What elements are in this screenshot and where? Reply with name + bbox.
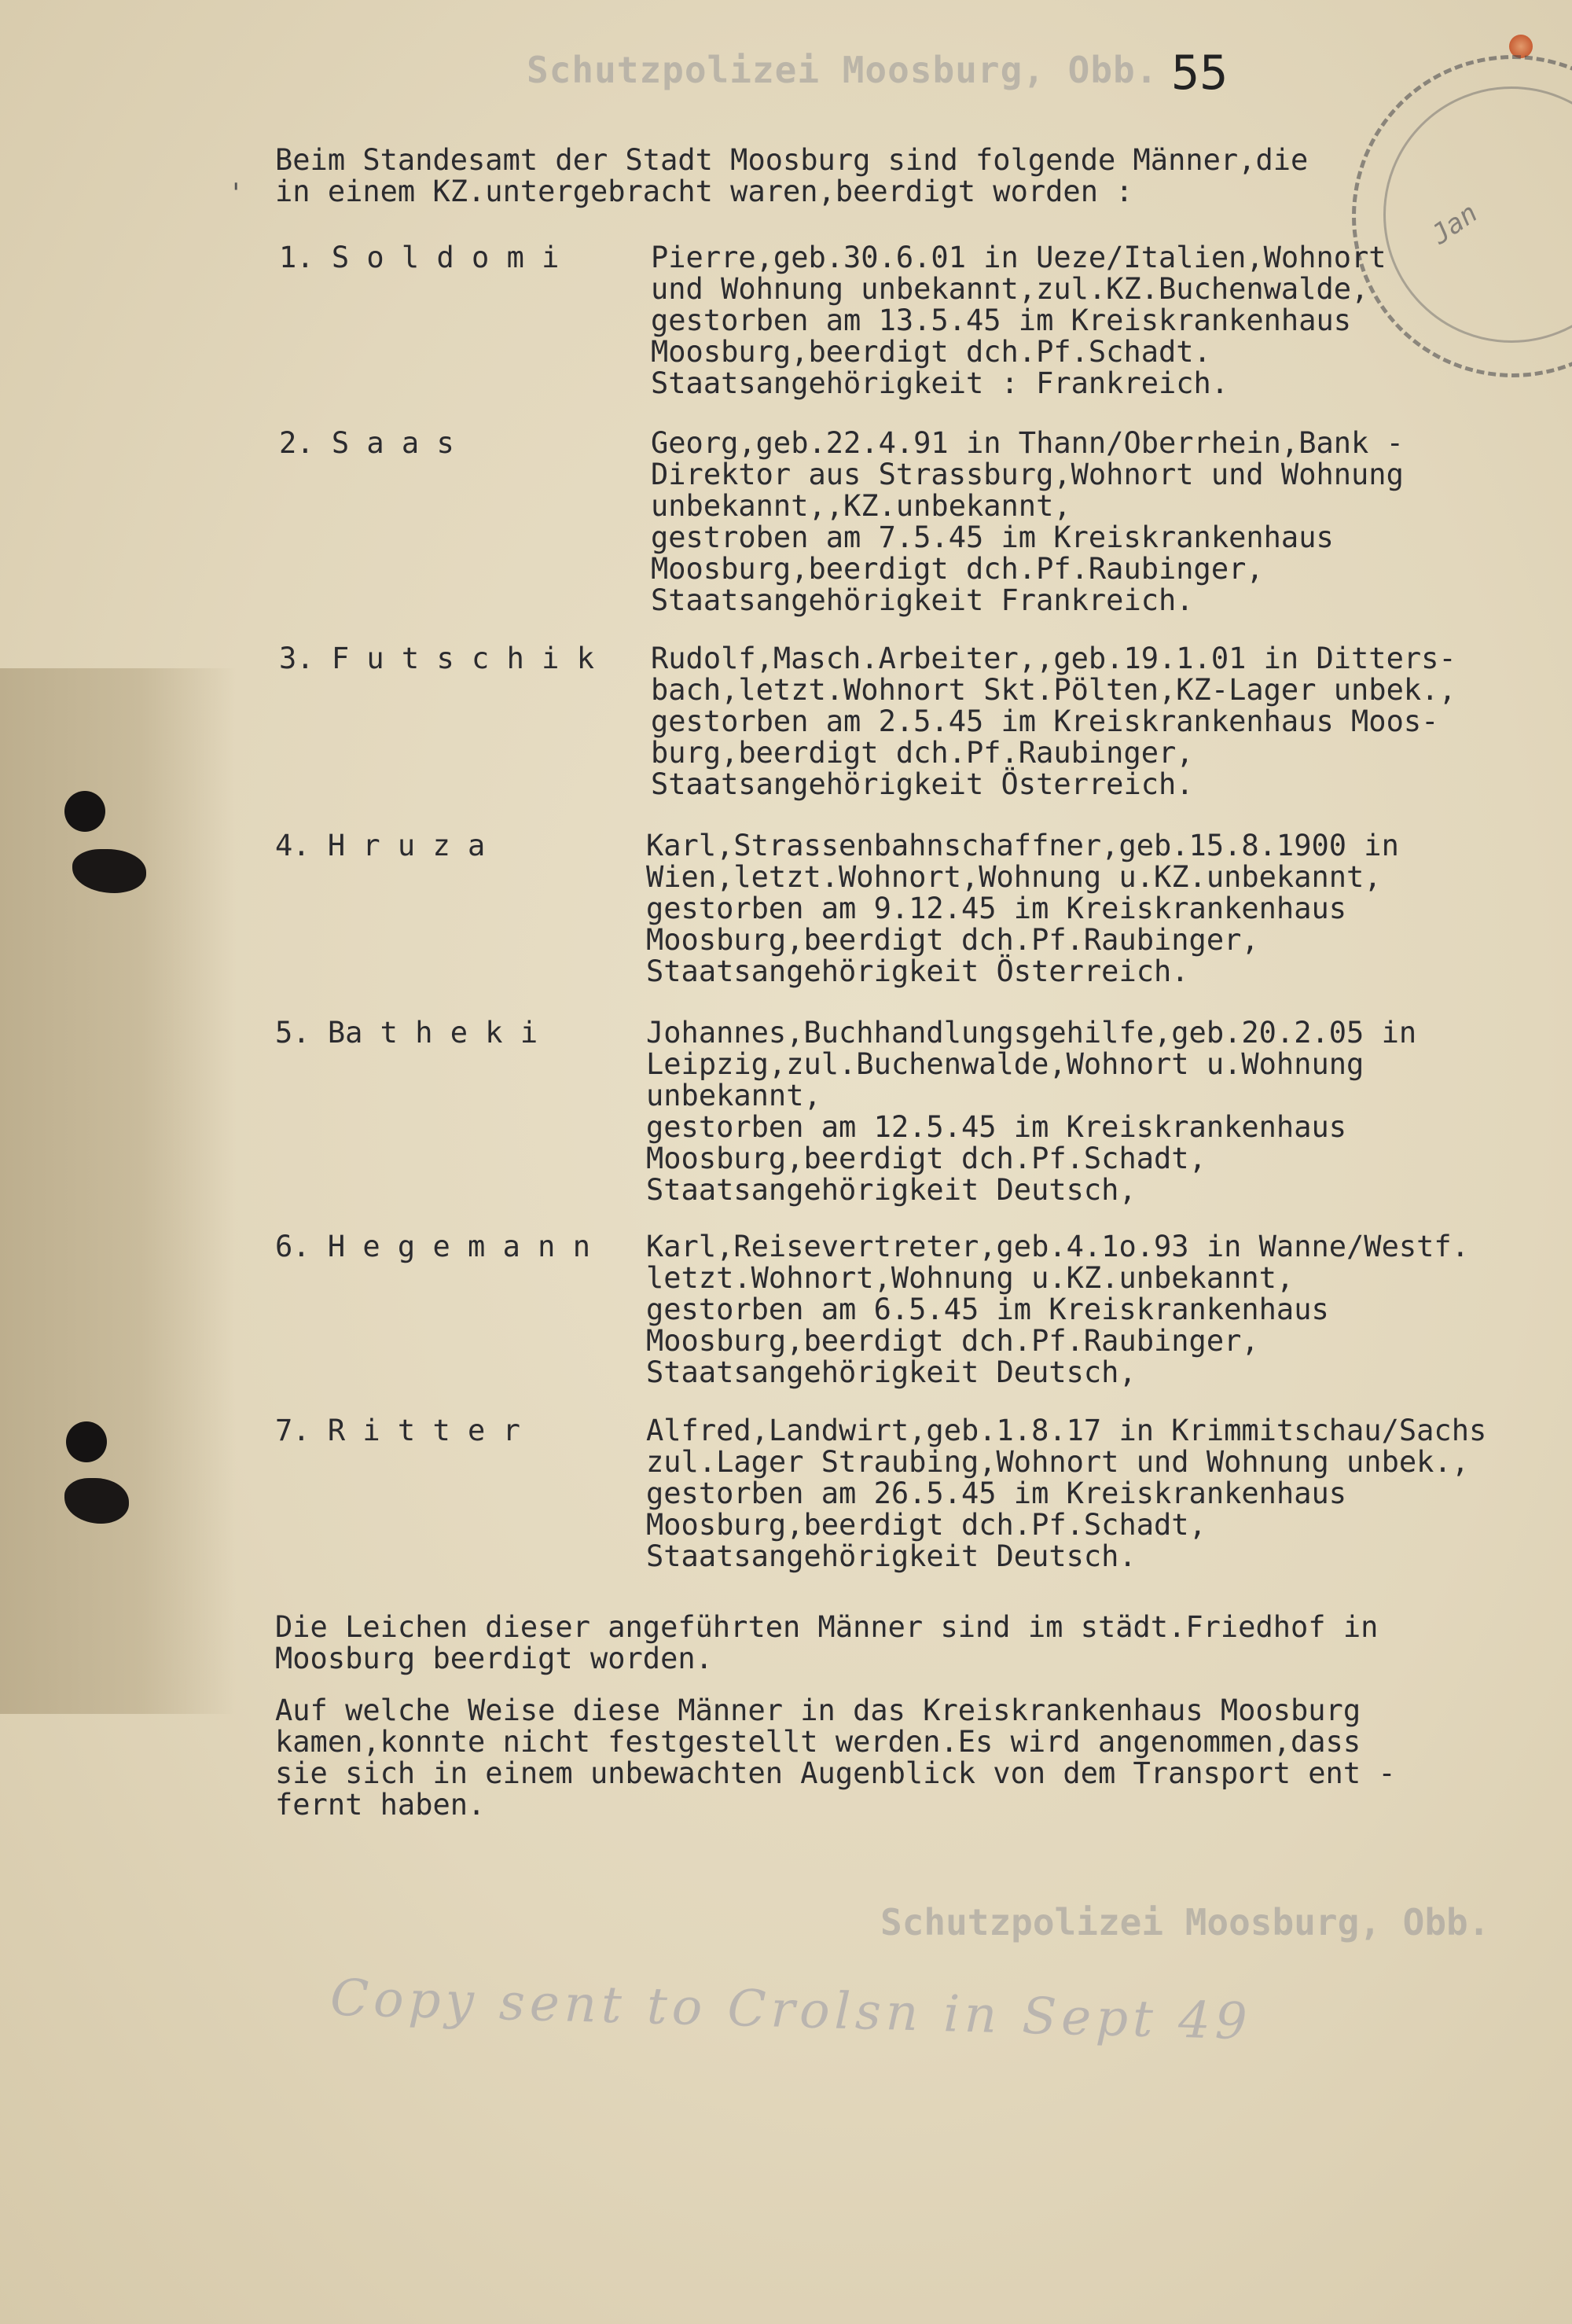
entry-line: unbekannt,,KZ.unbekannt, xyxy=(651,489,1071,523)
entry-name: 1. S o l d o m i xyxy=(279,241,560,274)
closing-line: Die Leichen dieser angeführten Männer sind im städt.Friedhof in xyxy=(275,1610,1379,1644)
entry-line: gestorben am 2.5.45 im Kreiskrankenhaus Moos- xyxy=(651,704,1439,738)
margin-tick: ' xyxy=(228,178,244,209)
punch-hole-top xyxy=(64,791,105,832)
closing-line: sie sich in einem unbewachten Augenblick von dem Transport ent - xyxy=(275,1756,1396,1790)
entry-line: gestorben am 6.5.45 im Kreiskrankenhaus xyxy=(646,1293,1329,1326)
entry-line: unbekannt, xyxy=(646,1079,821,1112)
intro-line: Beim Standesamt der Stadt Moosburg sind folgende Männer,die xyxy=(275,143,1309,177)
closing-line: Moosburg beerdigt worden. xyxy=(275,1642,713,1675)
entry-line: gestorben am 12.5.45 im Kreiskrankenhaus xyxy=(646,1110,1347,1144)
entry-line: Alfred,Landwirt,geb.1.8.17 in Krimmitschau/Sachs xyxy=(646,1414,1487,1447)
entry-name: 6. H e g e m a n n xyxy=(275,1230,590,1263)
entry-line: Staatsangehörigkeit Deutsch, xyxy=(646,1173,1137,1207)
entry-line: gestorben am 13.5.45 im Kreiskrankenhaus xyxy=(651,303,1352,337)
entry-line: Rudolf,Masch.Arbeiter,,geb.19.1.01 in Ditters- xyxy=(651,642,1456,675)
entry-line: Staatsangehörigkeit : Frankreich. xyxy=(651,366,1229,400)
entry-line: Staatsangehörigkeit Frankreich. xyxy=(651,583,1194,617)
punch-hole-bottom xyxy=(66,1421,107,1462)
page-number: 55 xyxy=(1171,46,1229,101)
entry-line: gestroben am 7.5.45 im Kreiskrankenhaus xyxy=(651,520,1334,554)
handwritten-note: Copy sent to Crolsn in Sept 49 xyxy=(329,1969,1253,2052)
entry-line: letzt.Wohnort,Wohnung u.KZ.unbekannt, xyxy=(646,1261,1295,1295)
entry-name: 7. R i t t e r xyxy=(275,1414,520,1447)
closing-line: fernt haben. xyxy=(275,1788,486,1822)
entry-name: 2. S a a s xyxy=(279,426,454,460)
seal-fragment-text: Jan xyxy=(1426,197,1484,251)
entry-line: Leipzig,zul.Buchenwalde,Wohnort u.Wohnung xyxy=(646,1047,1364,1081)
entry-name: 3. F u t s c h i k xyxy=(279,642,594,675)
entry-line: Moosburg,beerdigt dch.Pf.Schadt. xyxy=(651,335,1211,369)
entry-line: zul.Lager Straubing,Wohnort und Wohnung unbek., xyxy=(646,1445,1469,1479)
intro-line: in einem KZ.untergebracht waren,beerdigt worden : xyxy=(275,175,1133,208)
entry-line: gestorben am 26.5.45 im Kreiskrankenhaus xyxy=(646,1476,1347,1510)
entry-line: Moosburg,beerdigt dch.Pf.Raubinger, xyxy=(651,552,1264,586)
entry-name: 5. Ba t h e k i xyxy=(275,1016,538,1050)
entry-line: Karl,Strassenbahnschaffner,geb.15.8.1900 in xyxy=(646,829,1399,862)
entry-line: Staatsangehörigkeit Österreich. xyxy=(646,954,1189,988)
closing-line: kamen,konnte nicht festgestellt werden.Es wird angenommen,dass xyxy=(275,1725,1361,1759)
entry-line: Staatsangehörigkeit Deutsch, xyxy=(646,1355,1137,1389)
paper-stain xyxy=(0,668,236,1714)
closing-line: Auf welche Weise diese Männer in das Kreiskrankenhaus Moosburg xyxy=(275,1693,1361,1727)
police-stamp-footer: Schutzpolizei Moosburg, Obb. xyxy=(880,1901,1490,1943)
entry-line: und Wohnung unbekannt,zul.KZ.Buchenwalde, xyxy=(651,272,1369,306)
entry-name: 4. H r u z a xyxy=(275,829,486,862)
entry-line: burg,beerdigt dch.Pf.Raubinger, xyxy=(651,736,1194,770)
entry-line: Moosburg,beerdigt dch.Pf.Schadt, xyxy=(646,1142,1207,1175)
entry-line: Moosburg,beerdigt dch.Pf.Raubinger, xyxy=(646,1324,1259,1358)
entry-line: Moosburg,beerdigt dch.Pf.Schadt, xyxy=(646,1508,1207,1542)
entry-line: bach,letzt.Wohnort Skt.Pölten,KZ-Lager unbek., xyxy=(651,673,1456,707)
entry-line: Georg,geb.22.4.91 in Thann/Oberrhein,Bank - xyxy=(651,426,1404,460)
entry-line: Wien,letzt.Wohnort,Wohnung u.KZ.unbekannt, xyxy=(646,860,1382,894)
entry-line: Johannes,Buchhandlungsgehilfe,geb.20.2.05 in xyxy=(646,1016,1417,1050)
entry-line: Staatsangehörigkeit Deutsch. xyxy=(646,1539,1137,1573)
entry-line: gestorben am 9.12.45 im Kreiskrankenhaus xyxy=(646,892,1347,925)
police-stamp-header: Schutzpolizei Moosburg, Obb. xyxy=(527,49,1159,91)
entry-line: Direktor aus Strassburg,Wohnort und Wohnung xyxy=(651,458,1404,491)
entry-line: Staatsangehörigkeit Österreich. xyxy=(651,767,1194,801)
entry-line: Pierre,geb.30.6.01 in Ueze/Italien,Wohnort xyxy=(651,241,1387,274)
entry-line: Karl,Reisevertreter,geb.4.1o.93 in Wanne/Westf. xyxy=(646,1230,1469,1263)
entry-line: Moosburg,beerdigt dch.Pf.Raubinger, xyxy=(646,923,1259,957)
